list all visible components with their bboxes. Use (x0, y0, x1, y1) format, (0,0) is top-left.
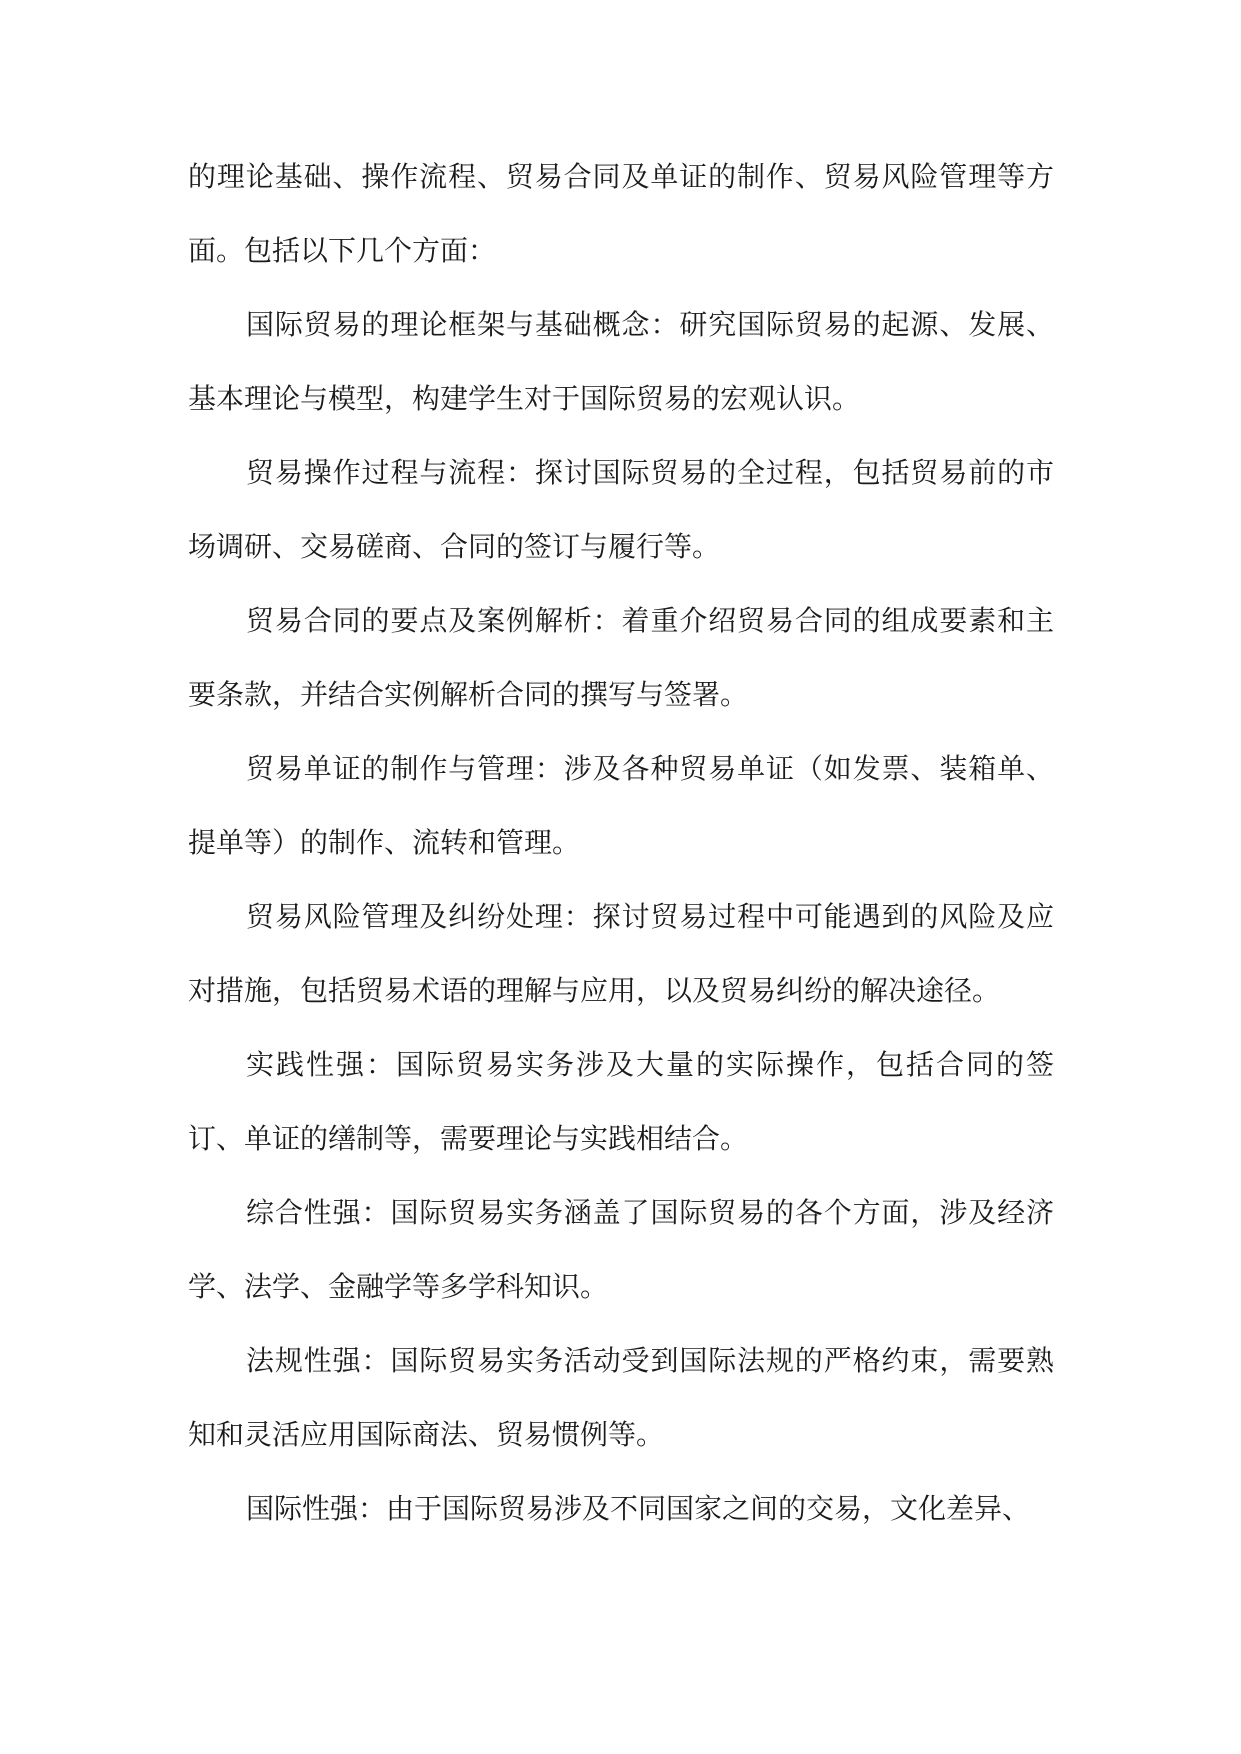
paragraph-documents: 贸易单证的制作与管理：涉及各种贸易单证（如发票、装箱单、提单等）的制作、流转和管理。 (188, 752, 1054, 859)
paragraph-international: 国际性强：由于国际贸易涉及不同国家之间的交易，文化差异、 (246, 1492, 1031, 1525)
paragraph-comprehensive: 综合性强：国际贸易实务涵盖了国际贸易的各个方面，涉及经济学、法学、金融学等多学科知识。 (188, 1196, 1054, 1303)
paragraph-theory-framework: 国际贸易的理论框架与基础概念：研究国际贸易的起源、发展、基本理论与模型，构建学生对于国际贸易的宏观认识。 (188, 308, 1054, 415)
paragraph-regulatory: 法规性强：国际贸易实务活动受到国际法规的严格约束，需要熟知和灵活应用国际商法、贸易惯例等。 (188, 1344, 1054, 1451)
paragraph-practical: 实践性强：国际贸易实务涉及大量的实际操作，包括合同的签订、单证的缮制等，需要理论与实践相结合。 (188, 1048, 1054, 1155)
paragraph-operation-process: 贸易操作过程与流程：探讨国际贸易的全过程，包括贸易前的市场调研、交易磋商、合同的签订与履行等。 (188, 456, 1054, 563)
body-text (188, 140, 1054, 1546)
paragraph-continuation: 的理论基础、操作流程、贸易合同及单证的制作、贸易风险管理等方面。包括以下几个方面： (188, 160, 1054, 267)
paragraph-contract-points: 贸易合同的要点及案例解析：着重介绍贸易合同的组成要素和主要条款，并结合实例解析合同的撰写与签署。 (188, 604, 1054, 711)
paragraph-risk-management: 贸易风险管理及纠纷处理：探讨贸易过程中可能遇到的风险及应对措施，包括贸易术语的理解与应用，以及贸易纠纷的解决途径。 (188, 900, 1054, 1007)
